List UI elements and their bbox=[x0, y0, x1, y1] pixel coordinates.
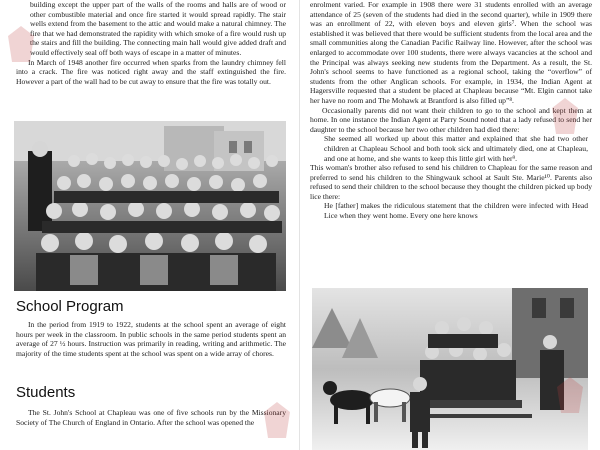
paragraph-students: The St. John's School at Chapleau was one of five schools run by the Missionary Society of The Church of England in Ontario. After the school was opened the bbox=[16, 408, 286, 427]
watermark-emblem-icon bbox=[262, 400, 292, 440]
watermark-emblem-icon bbox=[550, 96, 580, 136]
blockquote-mother: She seemed all worked up about this matter and explained that she had two other children at Chapleau School and both took sick and ultimately died, one at Chapleau, and one at home, and she wants to keep this little girl with her⁹. bbox=[324, 134, 588, 163]
photo-dog-sled-children bbox=[312, 288, 588, 450]
group-photo-students bbox=[14, 121, 286, 291]
left-program-text bbox=[16, 320, 286, 358]
watermark-emblem-icon bbox=[6, 24, 36, 64]
left-top-text bbox=[16, 0, 286, 86]
blockquote-father: He [father] makes the ridiculous statement that the children were infected with Head Lice when they went home. Every one here knows bbox=[324, 201, 588, 221]
paragraph-enrolment: enrolment varied. For example in 1908 there were 31 students enrolled with an average attendance of 25 (seven of the students had died in the second quarter), while in 1909 there was an enrollment of 22, with eleven boys and eleven girls⁷. When the school was established it was believed that there would be sufficient students from the local area and the small communities along the Canadian Pacific Railway line. However, after the school was enlarged to accommodate over 100 students, there were always vacancies at the school and the Principal was always seeking new students from the Department. As a result, the St. John's school seems to have functioned as a regional school, taking the “overflow” of students from the other Anglican schools. For example, in 1934, the Indian Agent at Hagersville requested that a student be placed at Chapleau because “Mt. Elgin cannot take her have no room and The Mohawk at Brantford is also filled up”⁸. bbox=[310, 0, 592, 105]
left-students-text bbox=[16, 408, 286, 427]
watermark-emblem-icon bbox=[555, 375, 585, 415]
group-photo-svg bbox=[14, 121, 286, 291]
paragraph-brother: This woman's brother also refused to send his children to Chapleau for the same reason and preferred to send his children to the Shingwauk school at Sault Ste. Marie¹⁰. Parents also refused to send their children to the school because they thought the children picked up body lice there: bbox=[310, 163, 592, 201]
heading-students: Students bbox=[16, 384, 76, 401]
paragraph-fire-continued: building except the upper part of the walls of the rooms and halls are of wood or other combustible material and once fire started it would spread rapidly. The stair wells extend from the basement to the attic and would make a natural chimney. The fire that we had demonstrated the rapidity with which smoke of a fire would rush up the stairs and fill the building. The connecting main hall would give added draft and would effectively seal off both ways of escape in a matter of minutes. bbox=[30, 0, 286, 57]
paragraph-parents: Occasionally parents did not want their children to go to the school and kept them at home. In one instance the Indian Agent at Parry Sound noted that a lady refused to send her daughter to the school because her two other children had died there: bbox=[310, 105, 592, 134]
paragraph-1948-fire: In March of 1948 another fire occurred when sparks from the laundry chimney fell into a crack. The fire was noticed right away and the staff extinguished the fire. However a part of the wall had to be cut away to ensure that the fire was totally out. bbox=[16, 57, 286, 86]
right-page bbox=[300, 0, 600, 450]
heading-school-program: School Program bbox=[16, 298, 124, 315]
paragraph-school-program: In the period from 1919 to 1922, students at the school spent an average of eight hours per week in the classroom. In public schools in the same period students spent an average of 27 ½ hours. Instruction was primarily in reading, writing and arithmetic. The majority of the time students spent at the school was spent on a wide array of chores. bbox=[16, 320, 286, 358]
dog-sled-photo-svg bbox=[312, 288, 588, 450]
